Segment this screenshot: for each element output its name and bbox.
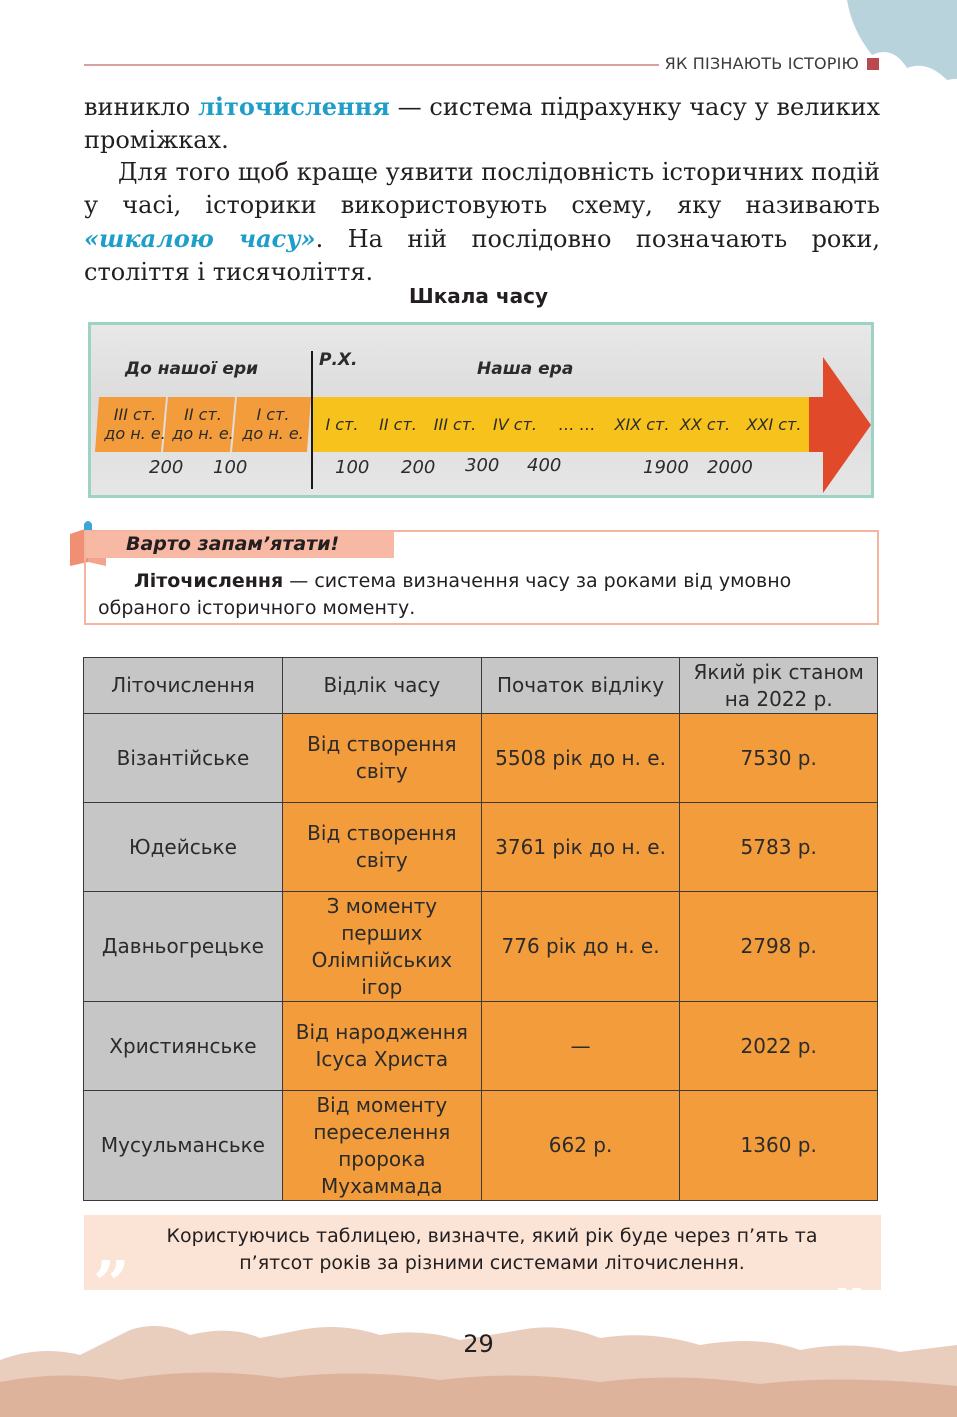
remember-box <box>84 530 879 625</box>
table-header-row <box>84 658 878 714</box>
table-cell-reckoning: Від народження Ісуса Христа <box>282 1002 481 1091</box>
ad-segment-1: I ст. <box>325 415 359 434</box>
timeline-arrow <box>809 357 871 493</box>
task-text: Користуючись таблицею, визначте, який рік буде через п’ять та п’ятсот років за різними системами літочислення. <box>166 1225 818 1274</box>
rx-label: Р.Х. <box>319 350 358 370</box>
remember-heading-band <box>86 532 394 558</box>
table-cell-name: Мусульманське <box>84 1091 283 1201</box>
term-litochyslennia: літочислення <box>197 92 390 121</box>
paragraph-2-end: . На ній послідовно позначають роки, століття і тисячоліття. <box>84 225 881 286</box>
term-timeline: «шкалою часу» <box>84 224 316 253</box>
table-cell-year: 7530 р. <box>680 714 878 803</box>
ad-label: Наша ера <box>477 359 574 379</box>
table-header: Початок відліку <box>481 658 680 714</box>
paragraph-1 <box>84 90 880 157</box>
task-box <box>84 1211 881 1314</box>
bc-segment-1 <box>237 405 309 443</box>
bc-segment-3-line1: III ст. <box>113 405 157 424</box>
table-header: Відлік часу <box>282 658 481 714</box>
table-cell-start: — <box>481 1002 680 1091</box>
table-cell-year: 5783 р. <box>680 803 878 892</box>
bc-year-200: 200 <box>149 457 184 478</box>
ad-year-300: 300 <box>465 455 500 476</box>
table-cell-start: 5508 рік до н. е. <box>481 714 680 803</box>
table-header: Літочислення <box>84 658 283 714</box>
ad-year-400: 400 <box>527 455 562 476</box>
bc-segment-1-line1: I ст. <box>256 405 290 424</box>
remember-definition-text: — система визначення часу за роками від умовно обраного історичного моменту. <box>98 570 792 619</box>
ad-year-1900: 1900 <box>643 457 689 478</box>
table-cell-year: 2022 р. <box>680 1002 878 1091</box>
paragraph-2-start: Для того щоб краще уявити послідовність історичних подій у часі, історики використовують схему, яку називають <box>84 158 880 219</box>
ad-segment-2: II ст. <box>379 415 417 434</box>
header-square-icon <box>867 58 879 70</box>
table-cell-reckoning: З моменту перших Олімпійських ігор <box>282 892 481 1002</box>
table-row <box>84 892 878 1002</box>
ad-segment-19: XIX ст. <box>614 415 670 434</box>
table-cell-reckoning: Від створення світу <box>282 714 481 803</box>
bc-label: До нашої ери <box>125 359 259 379</box>
ad-year-2000: 2000 <box>707 457 753 478</box>
timeline-title: Шкала часу <box>408 284 548 308</box>
table-cell-start: 3761 рік до н. е. <box>481 803 680 892</box>
bc-segment-2-line2: до н. е. <box>172 424 234 443</box>
table-row <box>84 1002 878 1091</box>
ad-segment-3: III ст. <box>433 415 477 434</box>
bc-segment-2-line1: II ст. <box>184 405 222 424</box>
remember-term: Літочислення <box>134 570 284 592</box>
table-cell-start: 662 р. <box>481 1091 680 1201</box>
ad-year-200: 200 <box>401 457 436 478</box>
table-cell-name: Візантійське <box>84 714 283 803</box>
table-cell-year: 2798 р. <box>680 892 878 1002</box>
table-cell-name: Юдейське <box>84 803 283 892</box>
mountains-decoration <box>0 1300 957 1417</box>
ad-year-100: 100 <box>335 457 370 478</box>
bc-segment-3-line2: до н. е. <box>104 424 166 443</box>
remember-definition <box>98 568 868 622</box>
cloud-decoration <box>807 0 957 90</box>
table-row <box>84 1091 878 1201</box>
table-cell-reckoning: Від моменту переселення пророка Мухаммада <box>282 1091 481 1201</box>
open-quote-icon: „ <box>94 1211 131 1286</box>
bc-segment-2 <box>167 405 239 443</box>
header-rule <box>84 64 659 66</box>
ad-segment-4: IV ст. <box>493 415 537 434</box>
remember-heading: Варто запам’ятати! <box>126 533 340 555</box>
ad-segment-ellipsis: … … <box>558 415 596 434</box>
timeline-figure <box>88 322 874 498</box>
ad-segment-21: XXI ст. <box>746 415 802 434</box>
paragraph-2 <box>84 156 880 289</box>
table-cell-name: Давньогрецьке <box>84 892 283 1002</box>
close-quote-icon: „ <box>830 1239 867 1314</box>
running-header: ЯК ПІЗНАЮТЬ ІСТОРІЮ <box>664 54 859 73</box>
table-row <box>84 714 878 803</box>
bc-segment-3 <box>97 405 173 443</box>
table-cell-name: Християнське <box>84 1002 283 1091</box>
table-cell-year: 1360 р. <box>680 1091 878 1201</box>
paragraph-1-end: — система підрахунку часу у великих проміжках. <box>84 93 880 154</box>
page-number: 29 <box>463 1330 494 1358</box>
paragraph-1-start: виникло <box>84 93 198 121</box>
table-cell-reckoning: Від створення світу <box>282 803 481 892</box>
bc-segment-1-line2: до н. е. <box>242 424 304 443</box>
table-header: Який рік станом на 2022 р. <box>680 658 878 714</box>
table-row <box>84 803 878 892</box>
calendar-systems-table <box>83 657 878 1201</box>
ad-segment-20: XX ст. <box>679 415 731 434</box>
table-cell-start: 776 рік до н. е. <box>481 892 680 1002</box>
bc-year-100: 100 <box>213 457 248 478</box>
